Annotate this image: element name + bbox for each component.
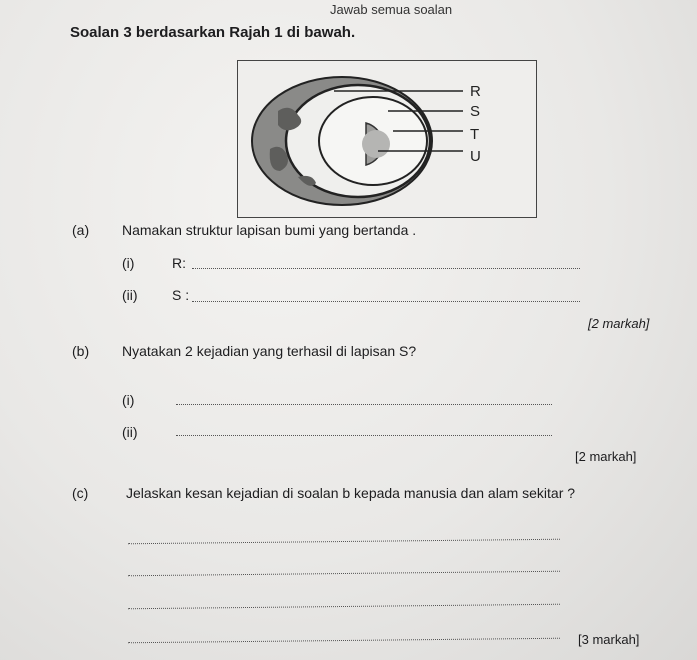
- answer-line-b-i[interactable]: [176, 404, 552, 405]
- part-c-letter: (c): [72, 485, 89, 501]
- part-a-marks: [2 markah]: [588, 316, 650, 331]
- part-a-item-2-label: S :: [172, 287, 190, 303]
- part-b-marks: [2 markah]: [575, 449, 637, 464]
- part-c-marks: [3 markah]: [578, 632, 640, 647]
- answer-line-a-ii[interactable]: [192, 301, 580, 302]
- answer-line-c-4[interactable]: [128, 638, 560, 644]
- part-b-letter: (b): [72, 343, 90, 359]
- answer-line-b-ii[interactable]: [176, 435, 552, 436]
- answer-line-c-3[interactable]: [128, 604, 560, 610]
- part-a-item-1-label: R:: [172, 255, 186, 271]
- part-c-question: Jelaskan kesan kejadian di soalan b kepada manusia dan alam sekitar ?: [126, 485, 576, 501]
- label-s: S: [470, 103, 481, 120]
- label-r: R: [470, 83, 481, 100]
- part-b-question: Nyatakan 2 kejadian yang terhasil di lapisan S?: [122, 343, 417, 359]
- instruction-text: Jawab semua soalan: [330, 2, 453, 17]
- label-t: T: [470, 126, 480, 143]
- answer-line-c-2[interactable]: [128, 571, 560, 577]
- answer-line-a-i[interactable]: [192, 268, 580, 269]
- part-a-item-1-number: (i): [122, 255, 135, 271]
- label-u: U: [470, 148, 481, 165]
- question-heading: Soalan 3 berdasarkan Rajah 1 di bawah.: [70, 24, 356, 41]
- part-a-question: Namakan struktur lapisan bumi yang bertanda .: [122, 222, 417, 238]
- answer-line-c-1[interactable]: [128, 539, 560, 545]
- part-a-item-2-number: (ii): [122, 287, 138, 303]
- part-b-item-1-number: (i): [122, 392, 135, 408]
- part-a-letter: (a): [72, 222, 90, 238]
- part-b-item-2-number: (ii): [122, 424, 138, 440]
- earth-layers-diagram: [237, 60, 537, 218]
